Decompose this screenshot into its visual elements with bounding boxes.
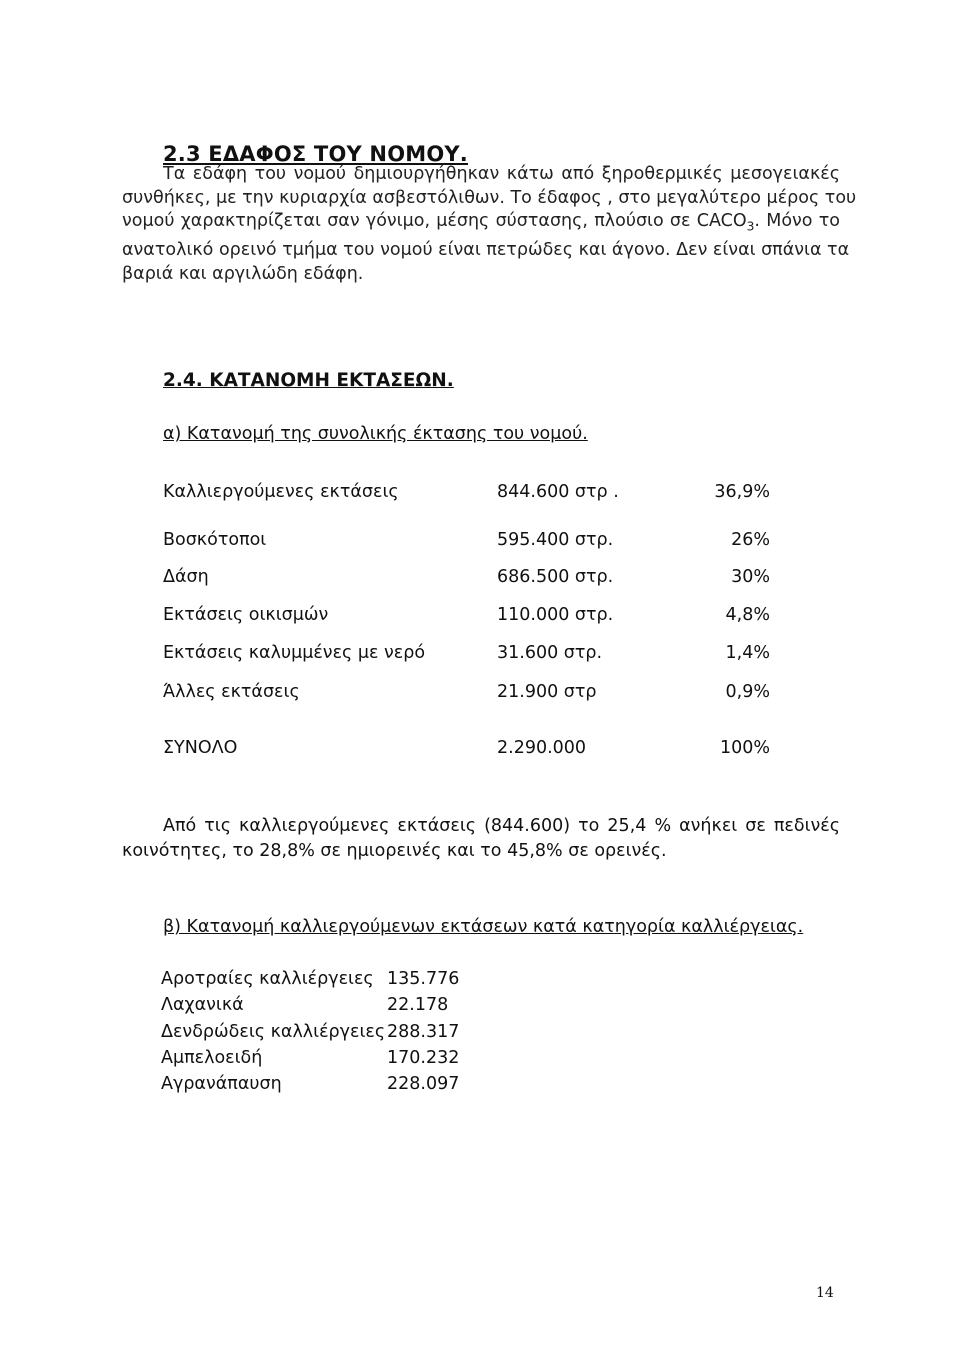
row-label: Εκτάσεις καλυμμένες με νερό	[163, 643, 426, 663]
row-label: Βοσκότοποι	[163, 530, 267, 550]
row-area: 21.900 στρ	[497, 682, 597, 702]
note-line: κοινότητες, το 28,8% σε ημιορεινές και το 45,8% σε ορεινές.	[122, 841, 667, 861]
row-area: 844.600 στρ .	[497, 482, 619, 502]
intro-line	[122, 210, 840, 239]
subsection-b-title: β) Κατανομή καλλιεργούμενων εκτάσεων κατά κατηγορία καλλιέργειας.	[163, 917, 804, 937]
crop-label: Αμπελοειδή	[161, 1048, 263, 1068]
subsection-a-title: α) Κατανομή της συνολικής έκτασης του νομού.	[163, 424, 588, 444]
row-area: 110.000 στρ.	[497, 605, 614, 625]
intro-paragraph	[122, 163, 857, 286]
note-line: Από τις καλλιεργούμενες εκτάσεις (844.600) το 25,4 % ανήκει σε πεδινές	[163, 816, 840, 836]
chemical-subscript: 3	[746, 219, 755, 234]
row-label: Δάση	[163, 567, 209, 587]
crop-label: Λαχανικά	[161, 995, 244, 1015]
crop-value: 288.317	[387, 1022, 460, 1042]
page-number: 14	[816, 1285, 834, 1301]
row-label: Εκτάσεις οικισμών	[163, 605, 329, 625]
section-title: 2.3 ΕΔΑΦΟΣ ΤΟΥ ΝΟΜΟΥ.	[163, 142, 468, 166]
row-area: 2.290.000	[497, 738, 587, 758]
intro-line: βαριά και αργιλώδη εδάφη.	[122, 263, 364, 284]
crop-value: 170.232	[387, 1048, 460, 1068]
crop-label: Αροτραίες καλλιέργειες	[161, 969, 374, 989]
intro-line-tail: . Μόνο το	[754, 211, 841, 232]
section2-title: 2.4. ΚΑΤΑΝΟΜΗ ΕΚΤΑΣΕΩΝ.	[163, 370, 454, 391]
row-label: ΣΥΝΟΛΟ	[163, 738, 238, 758]
intro-line: ανατολικό ορεινό τμήμα του νομού είναι πετρώδες και άγονο. Δεν είναι σπάνια τα	[122, 240, 850, 261]
row-area: 595.400 στρ.	[497, 530, 614, 550]
intro-line: Τα εδάφη του νομού δημιουργήθηκαν κάτω από ξηροθερμικές μεσογειακές	[163, 164, 840, 184]
row-percent: 30%	[731, 567, 770, 587]
crop-label: Αγρανάπαυση	[161, 1074, 282, 1094]
row-percent: 100%	[719, 738, 770, 758]
intro-line: συνθήκες, με την κυριαρχία ασβεστόλιθων. Το έδαφος , στο μεγαλύτερο μέρος του	[122, 187, 857, 208]
row-percent: 26%	[731, 530, 770, 550]
row-percent: 4,8%	[725, 605, 770, 625]
crop-value: 135.776	[387, 969, 460, 989]
row-label: Άλλες εκτάσεις	[163, 682, 300, 702]
row-area: 31.600 στρ.	[497, 643, 603, 663]
note-paragraph	[122, 814, 840, 864]
row-percent: 0,9%	[725, 682, 770, 702]
crop-label: Δενδρώδεις καλλιέργειες	[161, 1022, 386, 1042]
crop-value: 22.178	[387, 995, 449, 1015]
row-percent: 1,4%	[725, 643, 770, 663]
row-area: 686.500 στρ.	[497, 567, 614, 587]
row-percent: 36,9%	[714, 482, 770, 502]
intro-line-text: νομού χαρακτηρίζεται σαν γόνιμο, μέσης σύστασης, πλούσιο σε CACO	[122, 211, 747, 232]
row-label: Καλλιεργούμενες εκτάσεις	[163, 482, 399, 502]
crop-value: 228.097	[387, 1074, 460, 1094]
